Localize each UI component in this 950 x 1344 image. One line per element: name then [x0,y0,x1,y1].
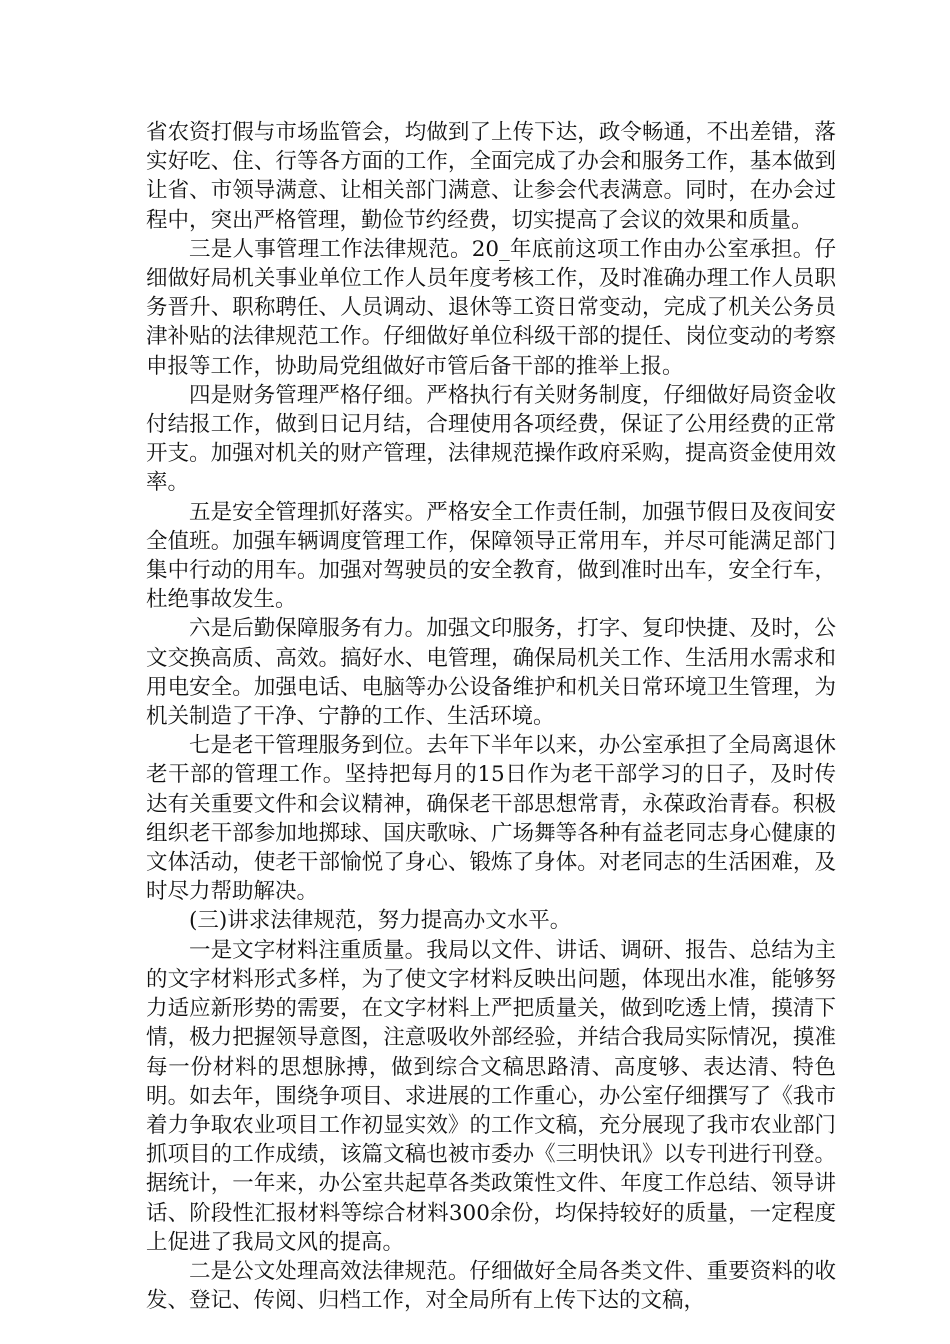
paragraph-meeting-service: 省农资打假与市场监管会，均做到了上传下达，政令畅通，不出差错，落实好吃、住、行等各方面的工作，全面完成了办会和服务工作，基本做到让省、市领导满意、让相关部门满意、让参会代表满意。同时，在办会过程中，突出严格管理，勤俭节约经费，切实提高了会议的效果和质量。 [146,120,836,233]
paragraph-retired-cadres: 七是老干管理服务到位。去年下半年以来，办公室承担了全局离退休老干部的管理工作。坚持把每月的15日作为老干部学习的日子，及时传达有关重要文件和会议精神，确保老干部思想常青，永葆政治青春。积极组织老干部参加地掷球、国庆歌咏、广场舞等各种有益老同志身心健康的文体活动，使老干部愉悦了身心、锻炼了身体。对老同志的生活困难，及时尽力帮助解决。 [146,733,836,905]
paragraph-safety-management: 五是安全管理抓好落实。严格安全工作责任制，加强节假日及夜间安全值班。加强车辆调度管理工作，保障领导正常用车，并尽可能满足部门集中行动的用车。加强对驾驶员的安全教育，做到准时出车，安全行车，杜绝事故发生。 [146,499,836,613]
paragraph-official-documents: 二是公文处理高效法律规范。仔细做好全局各类文件、重要资料的收发、登记、传阅、归档工作，对全局所有上传下达的文稿， [146,1258,836,1314]
paragraph-logistics-support: 六是后勤保障服务有力。加强文印服务，打字、复印快捷、及时，公文交换高质、高效。搞好水、电管理，确保局机关工作、生活用水需求和用电安全。加强电话、电脑等办公设备维护和机关日常环境卫生管理，为机关制造了干净、宁静的工作、生活环境。 [146,616,836,730]
paragraph-financial-management: 四是财务管理严格仔细。严格执行有关财务制度，仔细做好局资金收付结报工作，做到日记月结，合理使用各项经费，保证了公用经费的正常开支。加强对机关的财产管理，法律规范操作政府采购，提高资金使用效率。 [146,382,836,496]
paragraph-personnel-management: 三是人事管理工作法律规范。20_年底前这项工作由办公室承担。仔细做好局机关事业单位工作人员年度考核工作，及时准确办理工作人员职务晋升、职称聘任、人员调动、退休等工资日常变动，完成了机关公务员津补贴的法律规范工作。仔细做好单位科级干部的提任、岗位变动的考察申报等工作，协助局党组做好市管后备干部的推举上报。 [146,236,836,379]
section-heading-document-standards: (三)讲求法律规范，努力提高办文水平。 [189,908,572,934]
document-body [146,118,836,1315]
paragraph-written-materials: 一是文字材料注重质量。我局以文件、讲话、调研、报告、总结为主的文字材料形式多样，为了使文字材料反映出问题，体现出水准，能够努力适应新形势的需要，在文字材料上严把质量关，做到吃透上情，摸清下情，极力把握领导意图，注意吸收外部经验，并结合我局实际情况，摸准每一份材料的思想脉搏，做到综合文稿思路清、高度够、表达清、特色明。如去年，围绕争项目、求进展的工作重心，办公室仔细撰写了《我市着力争取农业项目工作初显实效》的工作文稿，充分展现了我市农业部门抓项目的工作成绩，该篇文稿也被市委办《三明快讯》以专刊进行刊登。据统计，一年来，办公室共起草各类政策性文件、年度工作总结、领导讲话、阶段性汇报材料等综合材料300余份，均保持较好的质量，一定程度上促进了我局文风的提高。 [146,937,836,1255]
